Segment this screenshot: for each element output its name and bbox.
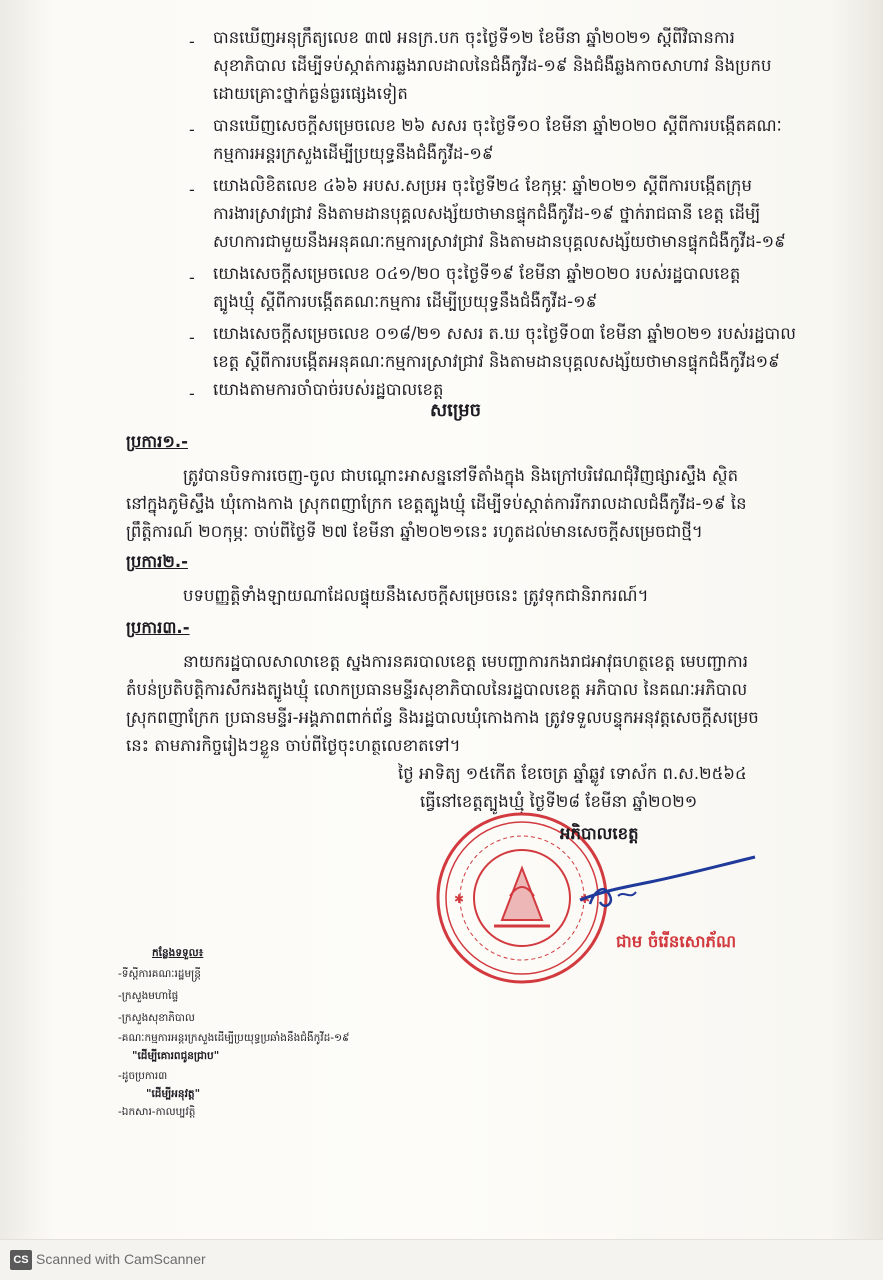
article-line: ព្រឹត្តិការណ៍ ២០កុម្ភៈ ចាប់ពីថ្ងៃទី ២៧ ខែមីនា ឆ្នាំ២០២១នេះ រហូតដល់មានសេចក្តីសម្រេចជាថ្មី។ bbox=[126, 522, 703, 541]
bullet-line: បានឃើញសេចក្តីសម្រេចលេខ ២៦ សសរ ចុះថ្ងៃទី១០ ខែមីនា ឆ្នាំ២០២០ ស្តីពីការបង្កើតគណៈ bbox=[213, 116, 782, 135]
bullet-line: យោងសេចក្តីសម្រេចលេខ ០៤១/២០ ចុះថ្ងៃទី១៩ ខែមីនា ឆ្នាំ២០២០ របស់រដ្ឋបាលខេត្ត bbox=[213, 264, 741, 283]
handwritten-signature bbox=[560, 852, 760, 922]
bullet-line: យោងសេចក្តីសម្រេចលេខ ០១៨/២១ សសរ ត.ឃ ចុះថ្ងៃទី០៣ ខែមីនា ឆ្នាំ២០២១ របស់រដ្ឋបាល bbox=[213, 324, 796, 343]
recipient-item: -គណៈកម្មការអន្តរក្រសួងដើម្បីប្រយុទ្ធប្រឆាំងនឹងជំងឺកូវីដ-១៩ bbox=[118, 1032, 350, 1044]
article-line: ត្រូវបានបិទការចេញ-ចូល ជាបណ្តោះអាសន្ននៅទីតាំងក្នុង និងក្រៅបរិវេណជុំវិញផ្សារស្ទឹង ស្ថិត bbox=[183, 466, 739, 485]
recipients-heading: កន្លែងទទួល៖ bbox=[152, 947, 204, 959]
date-lunar: ថ្ងៃ អាទិត្យ ១៥កើត ខែចេត្រ ឆ្នាំឆ្លូវ ទោស័ក ព.ស.២៥៦៤ bbox=[398, 764, 747, 783]
scanner-footer bbox=[0, 1239, 883, 1280]
decision-title: សម្រេច bbox=[430, 400, 482, 421]
recipient-note: "ដើម្បីគោរពជូនជ្រាប" bbox=[132, 1050, 220, 1062]
signer-title: អភិបាលខេត្ត bbox=[560, 824, 639, 843]
bullet-dash: - bbox=[189, 120, 195, 139]
article-line: នៅក្នុងភូមិស្ទឹង ឃុំកោងកាង ស្រុកពញាក្រែក ខេត្តត្បូងឃ្មុំ ដើម្បីទប់ស្កាត់ការរីករាលដាលជំងឺកូវីដ-១៩ នៃ bbox=[126, 494, 747, 513]
article-line: បទបញ្ញត្តិទាំងឡាយណាដែលផ្ទុយនឹងសេចក្តីសម្រេចនេះ ត្រូវទុកជានិរាករណ៍។ bbox=[183, 586, 649, 605]
bullet-line: ដោយគ្រោះថ្នាក់ធ្ងន់ធ្ងរផ្សេងទៀត bbox=[213, 84, 408, 103]
svg-text:✱: ✱ bbox=[580, 892, 591, 906]
article-heading: ប្រការ២.- bbox=[126, 552, 188, 571]
bullet-line: សហការជាមួយនឹងអនុគណៈកម្មការស្រាវជ្រាវ និងតាមដានបុគ្គលសង្ស័យថាមានផ្ទុកជំងឺកូវីដ-១៩ bbox=[213, 232, 786, 251]
bullet-line: សុខាភិបាល ដើម្បីទប់ស្កាត់ការឆ្លងរាលដាលនៃជំងឺកូវីដ-១៩ និងជំងឺឆ្លងកាចសាហាវ និងប្រកប bbox=[213, 56, 772, 75]
bullet-line: ខេត្ត ស្តីពីការបង្កើតអនុគណៈកម្មការស្រាវជ្រាវ និងតាមដានបុគ្គលសង្ស័យថាមានផ្ទុកជំងឺកូវីដ១៩ bbox=[213, 352, 780, 371]
svg-text:✱: ✱ bbox=[454, 892, 465, 906]
recipient-item: -ដូចប្រការ៣ bbox=[118, 1070, 168, 1082]
recipient-item: -ក្រសួងមហាផ្ទៃ bbox=[118, 990, 179, 1002]
bullet-line: កម្មការអន្តរក្រសួងដើម្បីប្រយុទ្ធនឹងជំងឺកូវីដ-១៩ bbox=[213, 144, 494, 163]
article-line: នាយករដ្ឋបាលសាលាខេត្ត ស្នងការនគរបាលខេត្ត មេបញ្ជាការកងរាជអាវុធហត្ថខេត្ត មេបញ្ជាការ bbox=[183, 652, 748, 671]
bullet-line: យោងតាមការចាំបាច់របស់រដ្ឋបាលខេត្ត bbox=[213, 380, 444, 399]
bullet-dash: - bbox=[189, 32, 195, 51]
recipient-item: -ក្រសួងសុខាភិបាល bbox=[118, 1012, 195, 1024]
bullet-line: ការងារស្រាវជ្រាវ និងតាមដានបុគ្គលសង្ស័យថាមានផ្ទុកជំងឺកូវីដ-១៩ ថ្នាក់រាជធានី ខេត្ត ដើម្បី bbox=[213, 204, 761, 223]
bullet-dash: - bbox=[189, 180, 195, 199]
article-line: ស្រុកពញាក្រែក ប្រធានមន្ទីរ-អង្គភាពពាក់ព័ន្ធ និងរដ្ឋបាលឃុំកោងកាង ត្រូវទទួលបន្ទុកអនុវត្តសេចក្តីសម្រេច bbox=[126, 708, 759, 727]
recipient-item: -ទីស្តីការគណៈរដ្ឋមន្ត្រី bbox=[118, 968, 201, 980]
article-line: តំបន់ប្រតិបត្តិការសឹករងត្បូងឃ្មុំ លោកប្រធានមន្ទីរសុខាភិបាលនៃរដ្ឋបាលខេត្ត អភិបាល នៃគណៈអភិបាល bbox=[126, 680, 748, 699]
bullet-dash: - bbox=[189, 328, 195, 347]
recipient-note: "ដើម្បីអនុវត្ត" bbox=[146, 1088, 201, 1100]
signer-name: ជាម ចំរើនសោភ័ណ bbox=[616, 932, 737, 951]
date-solar: ធ្វើនៅខេត្តត្បូងឃ្មុំ ថ្ងៃទី២៨ ខែមីនា ឆ្នាំ២០២១ bbox=[420, 792, 698, 811]
camscanner-logo-icon: CS bbox=[10, 1250, 32, 1270]
recipient-item: -ឯកសារ-កាលប្បវត្តិ bbox=[118, 1106, 196, 1118]
bullet-dash: - bbox=[189, 268, 195, 287]
bullet-line: យោងលិខិតលេខ ៤៦៦ អបស.សប្រអ ចុះថ្ងៃទី២៤ ខែកុម្ភៈ ឆ្នាំ២០២១ ស្តីពីការបង្កើតក្រុម bbox=[213, 176, 753, 195]
article-line: នេះ តាមភារកិច្ចរៀងៗខ្លួន ចាប់ពីថ្ងៃចុះហត្ថលេខាតទៅ។ bbox=[126, 736, 461, 755]
bullet-line: បានឃើញអនុក្រឹត្យលេខ ៣៧ អនក្រ.បក ចុះថ្ងៃទី១២ ខែមីនា ឆ្នាំ២០២១ ស្តីពីវិធានការ bbox=[213, 28, 735, 47]
bullet-dash: - bbox=[189, 384, 195, 403]
camscanner-text: Scanned with CamScanner bbox=[36, 1251, 206, 1267]
bullet-line: ត្បូងឃ្មុំ ស្តីពីការបង្កើតគណៈកម្មការ ដើម្បីប្រយុទ្ធនឹងជំងឺកូវីដ-១៩ bbox=[213, 292, 598, 311]
article-heading: ប្រការ១.- bbox=[126, 432, 188, 451]
article-heading: ប្រការ៣.- bbox=[126, 618, 190, 637]
